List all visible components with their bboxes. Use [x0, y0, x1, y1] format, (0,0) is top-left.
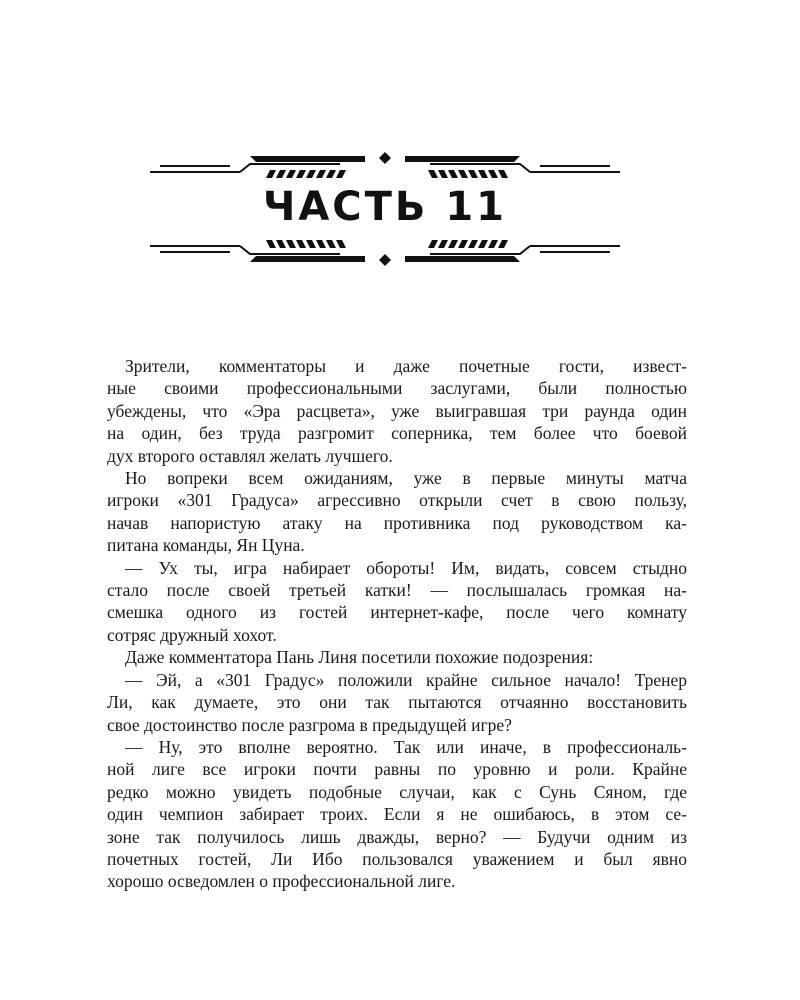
text-line: хорошо осведомлен о профессиональной лиге.: [107, 871, 456, 892]
paragraph: [107, 646, 687, 668]
text-line: Но вопреки всем ожиданиям, уже в первые минуты матча: [125, 468, 687, 489]
text-line: на один, без труда разгромит соперника, тем более что боевой: [107, 423, 687, 444]
chapter-header: [150, 150, 620, 270]
text-line: стало после своей третьей катки! — послышалась громкая на-: [107, 580, 687, 601]
text-line: дух второго оставлял желать лучшего.: [107, 445, 393, 466]
text-line: ной лиге все игроки почти равны по уровню и роли. Крайне: [107, 759, 687, 780]
text-line: — Эй, а «301 Градус» положили крайне сильное начало! Тренер: [125, 669, 687, 690]
top-ornament-icon: [150, 150, 620, 180]
text-line: свое достоинство после разгрома в предыдущей игре?: [107, 714, 512, 735]
body-text: [107, 355, 687, 893]
text-line: редко можно увидеть подобные случаи, как с Сунь Сяном, где: [107, 781, 687, 802]
text-line: игроки «301 Градуса» агрессивно открыли счет в свою пользу,: [107, 490, 687, 511]
text-line: Зрители, комментаторы и даже почетные гости, извест-: [125, 356, 687, 376]
bottom-ornament-icon: [150, 238, 620, 268]
text-line: питана команды, Ян Цуна.: [107, 535, 305, 556]
paragraph: [107, 736, 687, 893]
text-line: убеждены, что «Эра расцвета», уже выигравшая три раунда один: [107, 400, 687, 421]
paragraph: [107, 355, 687, 467]
text-line: зоне так получилось лишь дважды, верно? — Будучи одним из: [107, 826, 687, 847]
text-line: Даже комментатора Пань Линя посетили похожие подозрения:: [125, 647, 594, 668]
text-line: почетных гостей, Ли Ибо пользовался уважением и был явно: [107, 848, 687, 869]
paragraph: [107, 669, 687, 736]
text-line: — Ну, это вполне вероятно. Так или иначе, в профессиональ-: [125, 736, 687, 757]
text-line: смешка одного из гостей интернет-кафе, после чего комнату: [107, 602, 687, 623]
text-line: один чемпион забирает троих. Если я не ошибаюсь, в этом се-: [107, 804, 687, 825]
paragraph: [107, 557, 687, 647]
chapter-title: ЧАСТЬ 11: [263, 184, 507, 230]
text-line: начав напористую атаку на противника под руководством ка-: [107, 512, 687, 533]
paragraph: [107, 467, 687, 557]
text-line: ные своими профессиональными заслугами, были полностью: [107, 378, 687, 399]
text-line: Ли, как думаете, это они так пытаются отчаянно восстановить: [107, 692, 687, 713]
text-line: сотряс дружный хохот.: [107, 624, 277, 645]
text-line: — Ух ты, игра набирает обороты! Им, видать, совсем стыдно: [125, 557, 687, 578]
